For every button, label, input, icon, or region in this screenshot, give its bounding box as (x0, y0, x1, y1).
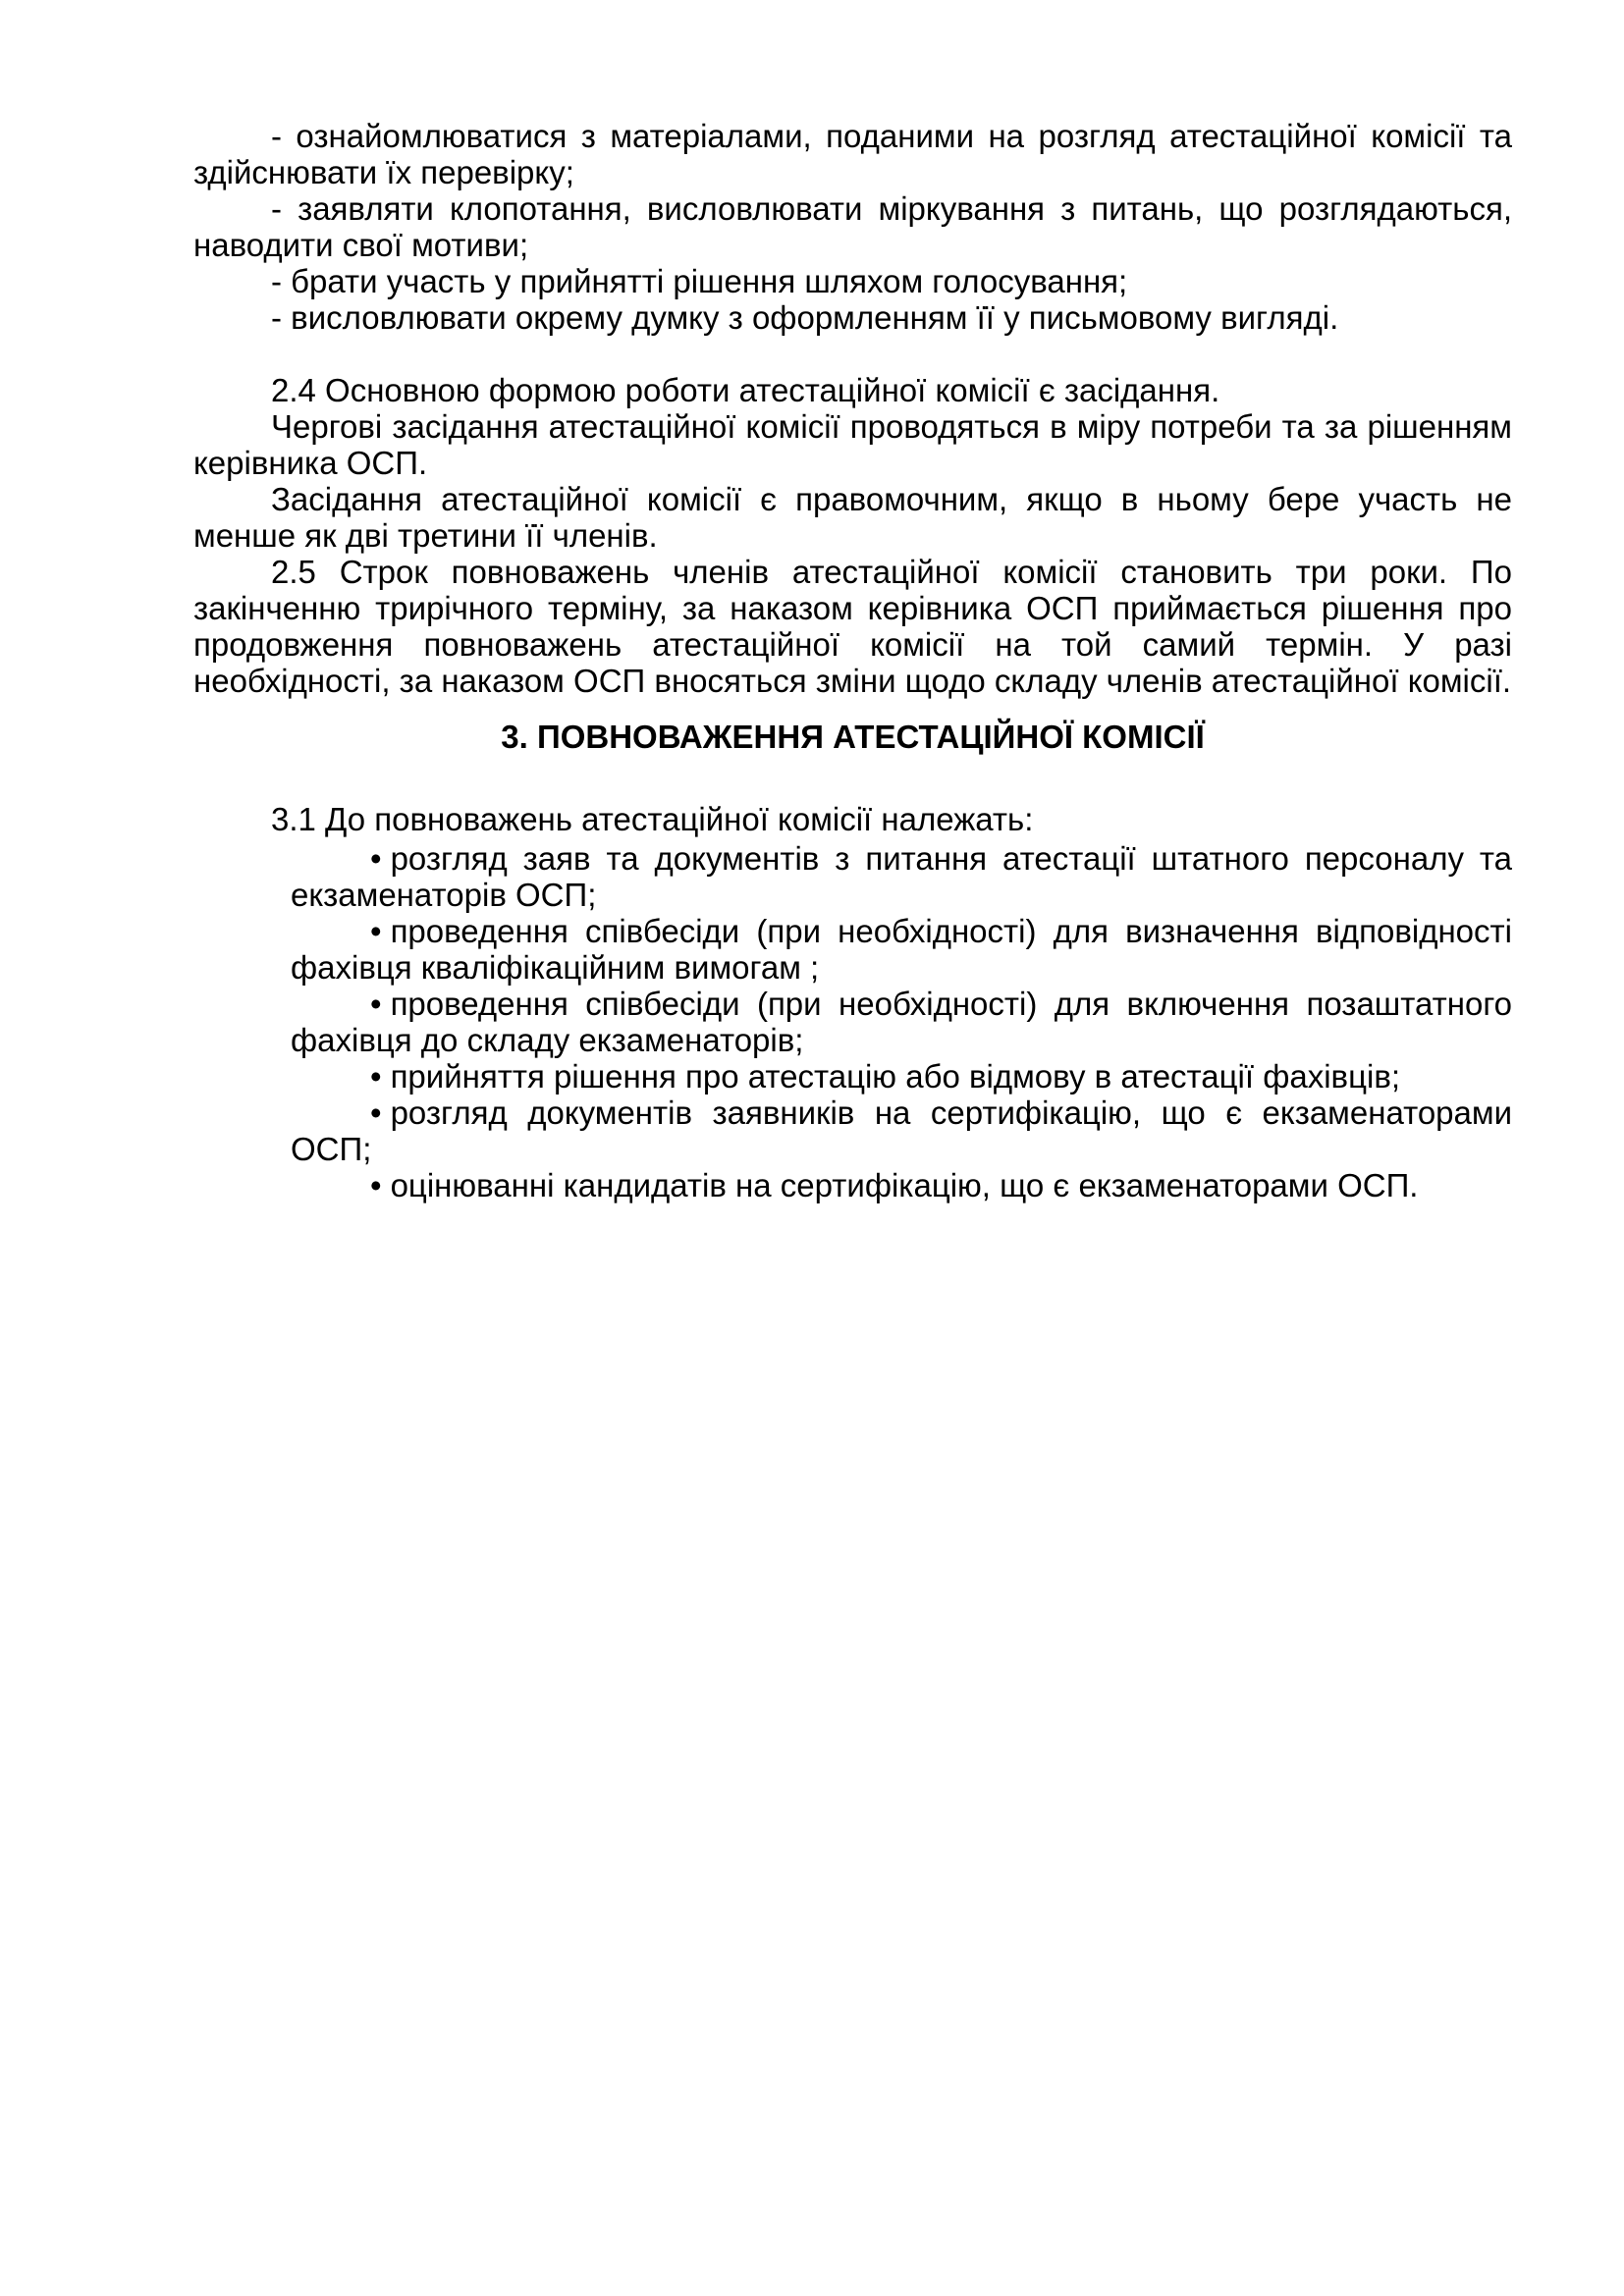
paragraph-right-item: - висловлювати окрему думку з оформленням її у письмовому вигляді. (271, 299, 1339, 336)
bullet-icon: • (370, 1058, 382, 1095)
bullet-list (193, 840, 1512, 1203)
list-item-text: оцінюванні кандидатів на сертифікацію, що є екзаменаторами ОСП. (390, 1167, 1419, 1203)
list-item (291, 840, 1512, 913)
paragraph-right-item: - брати участь у прийнятті рішення шляхом голосування; (271, 263, 1128, 299)
bullet-icon: • (370, 913, 382, 949)
list-item-text: проведення співбесіди (при необхідності) для включення позаштатного фахівця до складу екзаменаторів; (291, 986, 1512, 1058)
bullet-icon: • (370, 1167, 382, 1203)
paragraph-right-item: - ознайомлюватися з матеріалами, поданими на розгляд атестаційної комісії та здійснювати їх перевірку; (193, 118, 1512, 190)
list-item (291, 1095, 1512, 1167)
list-item-text: проведення співбесіди (при необхідності) для визначення відповідності фахівця кваліфікаційним вимогам ; (291, 913, 1512, 986)
bullet-icon: • (370, 1095, 382, 1131)
section-3-heading: 3. ПОВНОВАЖЕННЯ АТЕСТАЦІЙНОЇ КОМІСІЇ (501, 719, 1205, 755)
paragraph-3-1: 3.1 До повноважень атестаційної комісії належать: (271, 801, 1034, 837)
paragraph-2-4: 2.4 Основною формою роботи атестаційної комісії є засідання. (271, 372, 1220, 408)
blank-line (193, 336, 1512, 372)
bullet-icon: • (370, 840, 382, 877)
list-item (291, 913, 1512, 986)
paragraph-2-5: 2.5 Строк повноважень членів атестаційної комісії становить три роки. По закінченню трирічного терміну, за наказом керівника ОСП приймається рішення про продовження повноважень атестаційної комісії на той самий термін. У разі необхідності, за наказом ОСП вносяться зміни щодо складу членів атестаційної комісії. (193, 554, 1512, 699)
bullet-icon: • (370, 986, 382, 1022)
paragraph-2-4-meetings: Чергові засідання атестаційної комісії проводяться в міру потреби та за рішенням керівника ОСП. (193, 408, 1512, 481)
document-content (193, 118, 1512, 1203)
list-item-text: розгляд документів заявників на сертифікацію, що є екзаменаторами ОСП; (291, 1095, 1512, 1167)
list-item-text: розгляд заяв та документів з питання атестації штатного персоналу та екзаменаторів ОСП; (291, 840, 1512, 913)
list-item (291, 986, 1512, 1058)
list-item (291, 1167, 1512, 1203)
list-item-text: прийняття рішення про атестацію або відмову в атестації фахівців; (390, 1058, 1401, 1095)
list-item (291, 1058, 1512, 1095)
paragraph-right-item: - заявляти клопотання, висловлювати міркування з питань, що розглядаються, наводити свої мотиви; (193, 190, 1512, 263)
paragraph-2-4-quorum: Засідання атестаційної комісії є правомочним, якщо в ньому бере участь не менше як дві третини її членів. (193, 481, 1512, 554)
